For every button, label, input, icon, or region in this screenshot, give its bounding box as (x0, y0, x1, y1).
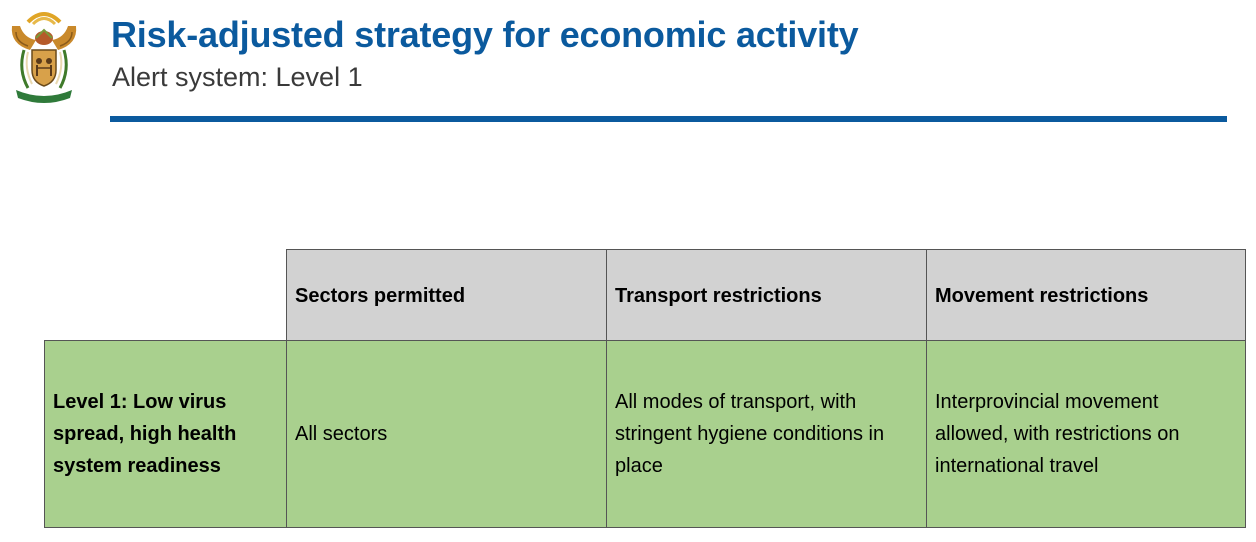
page-subtitle: Alert system: Level 1 (112, 62, 363, 92)
coat-of-arms-icon (6, 4, 82, 104)
row-movement-value: Interprovincial movement allowed, with restrictions on international travel (926, 340, 1246, 528)
page-title: Risk-adjusted strategy for economic activity (111, 14, 859, 55)
alert-level-table (44, 249, 1246, 528)
column-header-sectors: Sectors permitted (286, 249, 607, 341)
column-header-movement: Movement restrictions (926, 249, 1246, 341)
column-header-transport: Transport restrictions (606, 249, 927, 341)
title-divider (110, 116, 1227, 122)
row-level-label: Level 1: Low virus spread, high health system readiness (44, 340, 287, 528)
row-sectors-value: All sectors (286, 340, 607, 528)
row-transport-value: All modes of transport, with stringent hygiene conditions in place (606, 340, 927, 528)
